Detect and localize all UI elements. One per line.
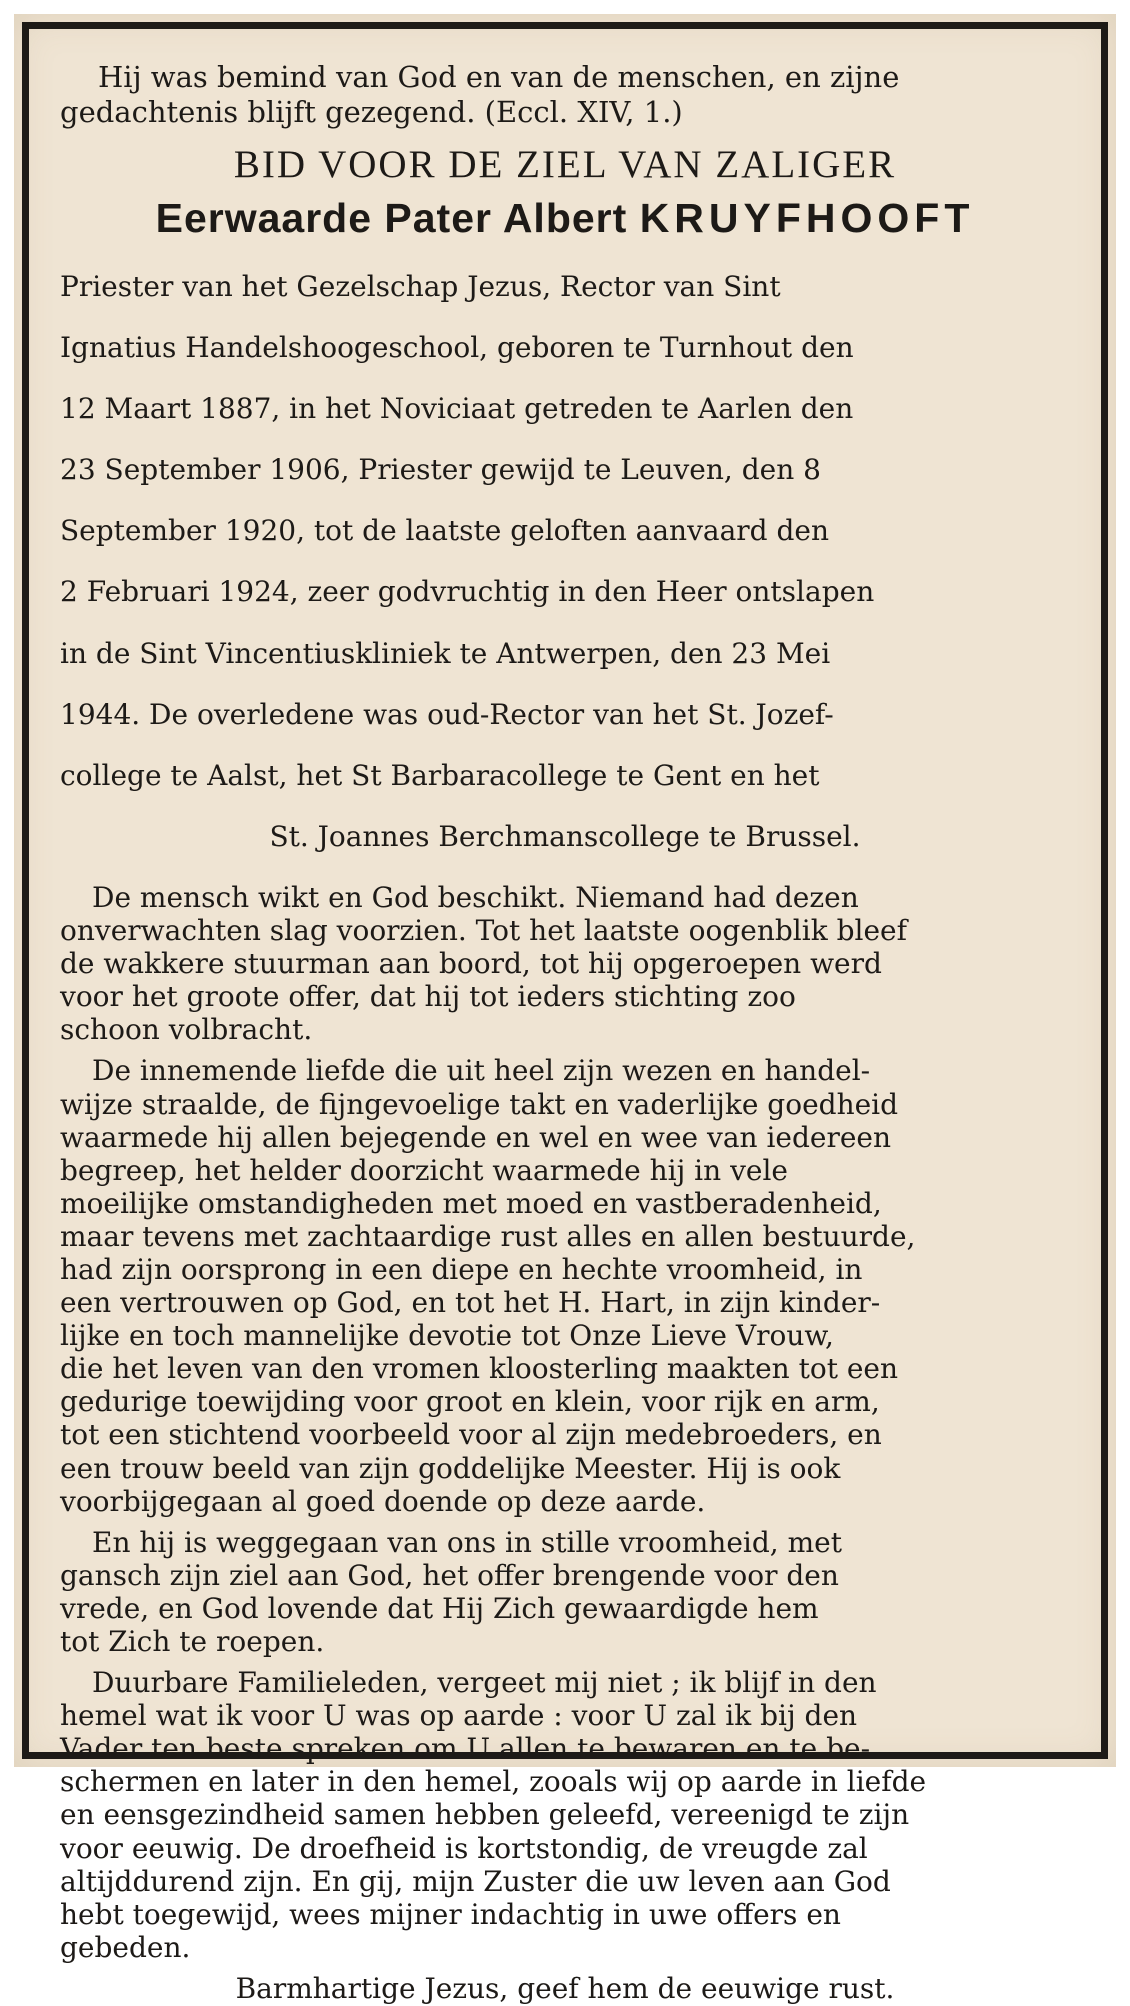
bio-line: September 1920, tot de laatste geloften aanvaard den — [60, 514, 830, 548]
text-line: vrede, en God lovende dat Hij Zich gewaardigde hem — [60, 1591, 819, 1625]
text-line: schermen en later in den hemel, zooals wij op aarde in liefde — [60, 1765, 927, 1799]
paragraph-4 — [60, 1666, 1070, 1964]
paragraph-1 — [60, 881, 1070, 1046]
text-line: voor het groote offer, dat hij tot ieders stichting zoo — [60, 980, 796, 1014]
text-line: een vertrouwen op God, en tot het H. Hart, in zijn kinder- — [60, 1286, 881, 1320]
paragraph-2 — [60, 1054, 1070, 1517]
text-line: Duurbare Familieleden, vergeet mij niet ; ik blijf in den — [92, 1666, 877, 1700]
text-line: hemel wat ik voor U was op aarde : voor U zal ik bij den — [60, 1699, 858, 1733]
bio-line: college te Aalst, het St Barbaracollege te Gent en het — [60, 758, 820, 792]
bio-line: in de Sint Vincentiuskliniek te Antwerpen, den 23 Mei — [60, 636, 831, 670]
bio-line: 23 September 1906, Priester gewijd te Leuven, den 8 — [60, 453, 821, 487]
text-line: gedurige toewijding voor groot en klein, voor rijk en arm, — [60, 1385, 880, 1419]
bio-line: 12 Maart 1887, in het Noviciaat getreden te Aarlen den — [60, 392, 854, 426]
epigraph-line: Hij was bemind van God en van de menschen, en zijne — [98, 60, 900, 94]
text-line: voorbijgegaan al goed doende op deze aarde. — [60, 1484, 706, 1518]
text-line: een trouw beeld van zijn goddelijke Meester. Hij is ook — [60, 1451, 841, 1485]
text-line: tot Zich te roepen. — [60, 1625, 325, 1658]
text-line: gebeden. — [60, 1930, 191, 1964]
text-line: voor eeuwig. De droefheid is kortstondig, de vreugde zal — [60, 1831, 868, 1865]
epigraph-line: gedachtenis blijft gezegend. (Eccl. XIV, 1.) — [60, 95, 683, 129]
text-line: tot een stichtend voorbeeld voor al zijn medebroeders, en — [60, 1418, 882, 1452]
text-line: hebt toegewijd, wees mijner indachtig in uwe offers en — [60, 1897, 841, 1931]
bio-line: St. Joannes Berchmanscollege te Brussel. — [269, 819, 861, 853]
text-line: en eensgezindheid samen hebben geleefd, vereenigd te zijn — [60, 1798, 910, 1832]
text-line: maar tevens met zachtaardige rust alles en allen bestuurde, — [60, 1219, 916, 1253]
deceased-name — [60, 195, 1070, 242]
bio-line: 2 Februari 1924, zeer godvruchtig in den Heer ontslapen — [60, 575, 875, 609]
text-line: Vader ten beste spreken om U allen te bewaren en te be- — [60, 1732, 871, 1766]
bio-line: 1944. De overledene was oud-Rector van het St. Jozef- — [60, 697, 834, 731]
text-line: waarmede hij allen bejegende en wel en wee van iedereen — [60, 1120, 892, 1154]
bio-line: Ignatius Handelshoogeschool, geboren te Turnhout den — [60, 331, 854, 365]
closing-prayer: Barmhartige Jezus, geef hem de eeuwige rust. — [235, 1971, 895, 2005]
bio-line: Priester van het Gezelschap Jezus, Rector van Sint — [60, 270, 781, 303]
text-line: begreep, het helder doorzicht waarmede hij in vele — [60, 1153, 788, 1187]
biography — [60, 270, 1070, 853]
text-line: die het leven van den vromen kloosterling maakten tot een — [60, 1352, 899, 1386]
card-content — [60, 60, 1070, 2005]
text-line: En hij is weggegaan van ons in stille vroomheid, met — [92, 1525, 842, 1559]
deceased-given-name: Eerwaarde Pater Albert — [155, 195, 628, 241]
text-line: altijddurend zijn. En gij, mijn Zuster die uw leven aan God — [60, 1864, 891, 1898]
text-line: wijze straalde, de fijngevoelige takt en vaderlijke goedheid — [60, 1087, 899, 1121]
text-line: De mensch wikt en God beschikt. Niemand had dezen — [92, 880, 859, 914]
text-line: onverwachten slag voorzien. Tot het laatste oogenblik bleef — [60, 914, 907, 948]
header-title: BID VOOR DE ZIEL VAN ZALIGER — [233, 143, 897, 186]
epigraph — [60, 60, 1070, 130]
text-line: de wakkere stuurman aan boord, tot hij opgeroepen werd — [60, 947, 882, 981]
text-line: had zijn oorsprong in een diepe en hechte vroomheid, in — [60, 1252, 863, 1286]
memorial-card — [14, 14, 1116, 2005]
text-line: schoon volbracht. — [60, 1013, 313, 1047]
text-line: lijke en toch mannelijke devotie tot Onze Lieve Vrouw, — [60, 1319, 834, 1353]
text-line: moeilijke omstandigheden met moed en vastberadenheid, — [60, 1186, 882, 1220]
text-line: De innemende liefde die uit heel zijn wezen en handel- — [92, 1054, 871, 1088]
paragraph-3 — [60, 1526, 1070, 1658]
deceased-surname: KRUYFHOOFT — [639, 195, 975, 241]
text-line: gansch zijn ziel aan God, het offer brengende voor den — [60, 1558, 839, 1592]
